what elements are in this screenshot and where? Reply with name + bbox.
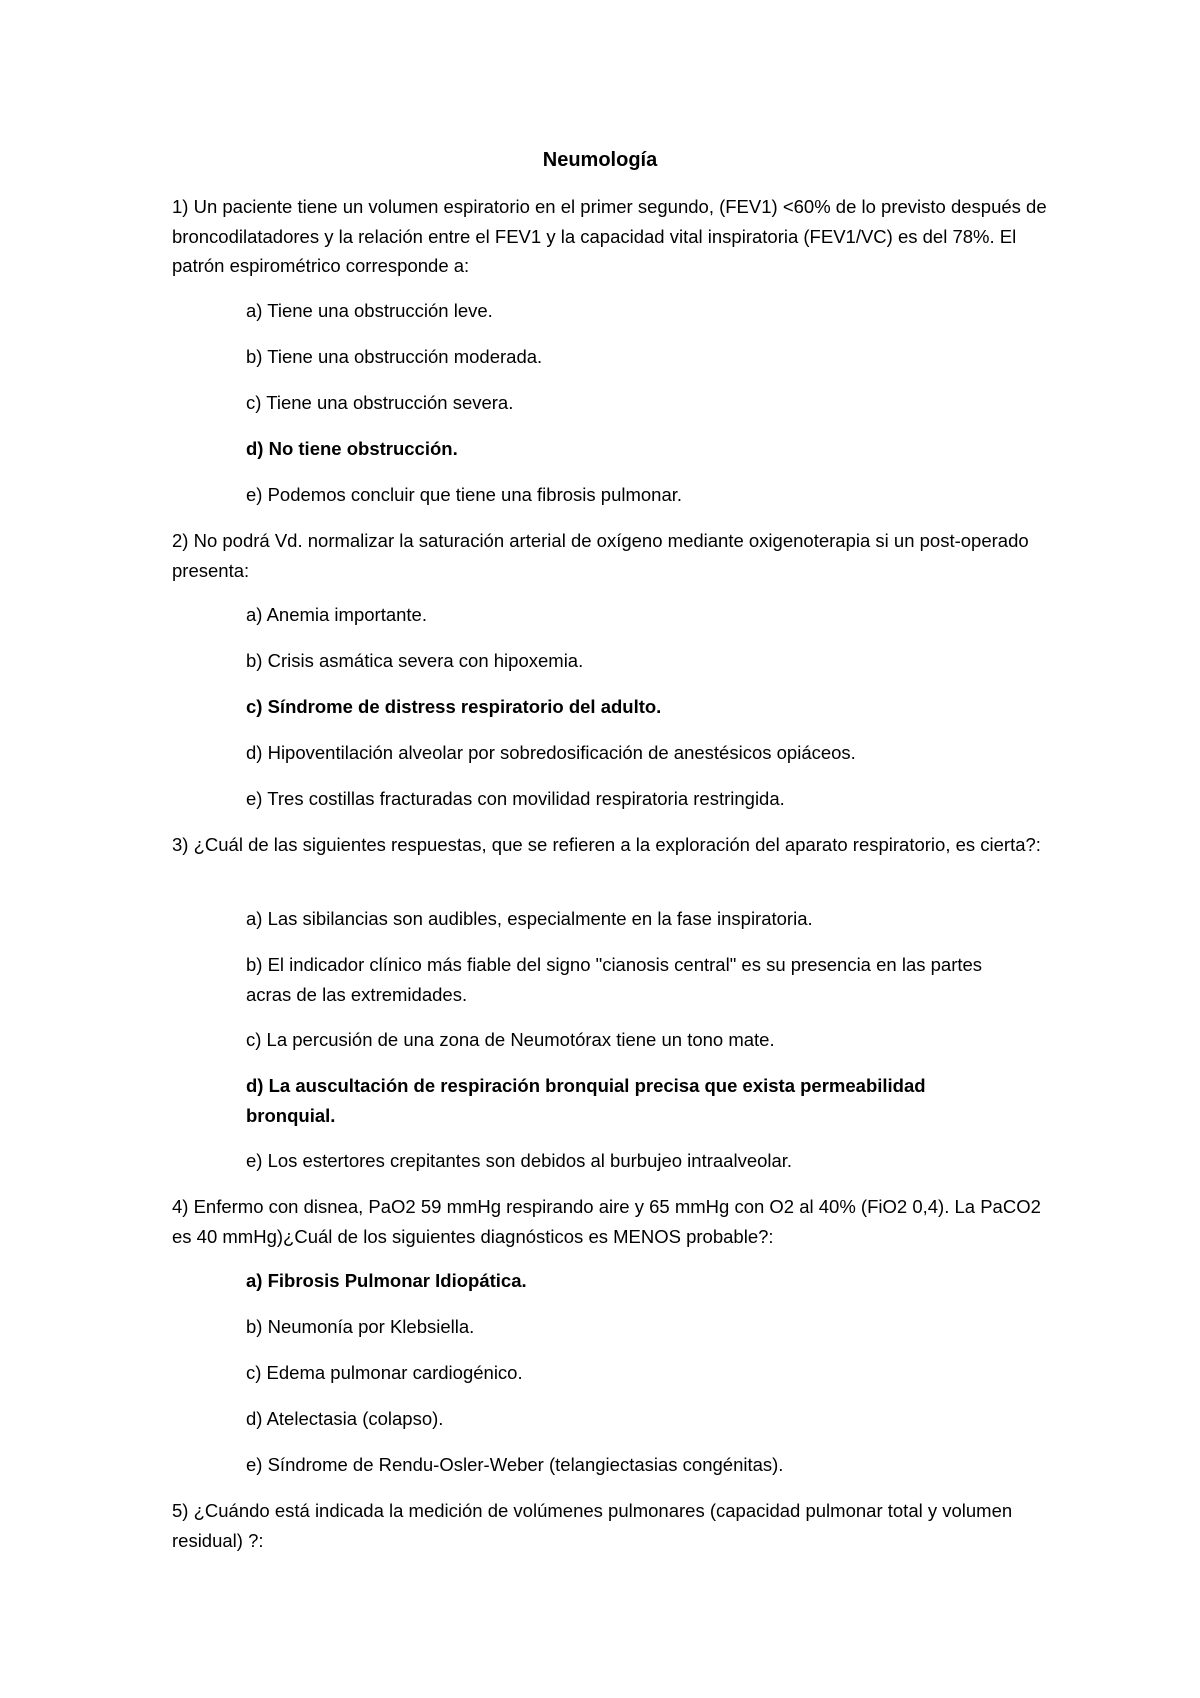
question-2-option-e: e) Tres costillas fracturadas con movilidad respiratoria restringida.: [246, 788, 785, 809]
question-1-text: 1) Un paciente tiene un volumen espiratorio en el primer segundo, (FEV1) <60% de lo previsto después de broncodilatadores y la relación entre el FEV1 y la capacidad vital inspiratoria (FEV1/VC) es del 78%. El patrón espirométrico corresponde a:: [172, 196, 1047, 276]
question-1-option-c: c) Tiene una obstrucción severa.: [246, 392, 514, 413]
question-2-text: 2) No podrá Vd. normalizar la saturación arterial de oxígeno mediante oxigenoterapia si un post-operado presenta:: [172, 530, 1029, 581]
question-3-option-b: b) El indicador clínico más fiable del signo "cianosis central" es su presencia en las partes acras de las extremidades.: [246, 954, 983, 1005]
question-1-option-e: e) Podemos concluir que tiene una fibrosis pulmonar.: [246, 484, 683, 505]
question-2-option-b: b) Crisis asmática severa con hipoxemia.: [246, 650, 584, 671]
question-1-option-a: a) Tiene una obstrucción leve.: [246, 300, 493, 321]
question-2-option-d: d) Hipoventilación alveolar por sobredosificación de anestésicos opiáceos.: [246, 742, 856, 763]
question-4-option-a-correct: a) Fibrosis Pulmonar Idiopática.: [246, 1270, 527, 1291]
question-3-option-a: a) Las sibilancias son audibles, especialmente en la fase inspiratoria.: [246, 908, 813, 929]
question-5-text: 5) ¿Cuándo está indicada la medición de volúmenes pulmonares (capacidad pulmonar total y volumen residual) ?:: [172, 1500, 1013, 1551]
question-4-option-d: d) Atelectasia (colapso).: [246, 1408, 444, 1429]
question-3-option-d-correct: d) La auscultación de respiración bronquial precisa que exista permeabilidad bronquial.: [246, 1075, 926, 1126]
question-1-option-d-correct: d) No tiene obstrucción.: [246, 438, 458, 459]
question-4-option-b: b) Neumonía por Klebsiella.: [246, 1316, 475, 1337]
question-3-text: 3) ¿Cuál de las siguientes respuestas, que se refieren a la exploración del aparato respiratorio, es cierta?:: [172, 834, 1041, 855]
question-3-option-e: e) Los estertores crepitantes son debidos al burbujeo intraalveolar.: [246, 1150, 793, 1171]
question-2-option-c-correct: c) Síndrome de distress respiratorio del adulto.: [246, 696, 662, 717]
page-title: Neumología: [542, 149, 658, 171]
question-4-option-e: e) Síndrome de Rendu-Osler-Weber (telangiectasias congénitas).: [246, 1454, 784, 1475]
question-2-option-a: a) Anemia importante.: [246, 604, 427, 625]
question-4-text: 4) Enfermo con disnea, PaO2 59 mmHg respirando aire y 65 mmHg con O2 al 40% (FiO2 0,4). La PaCO2 es 40 mmHg)¿Cuál de los siguientes diagnósticos es MENOS probable?:: [172, 1196, 1041, 1247]
question-1-option-b: b) Tiene una obstrucción moderada.: [246, 346, 543, 367]
question-4-option-c: c) Edema pulmonar cardiogénico.: [246, 1362, 523, 1383]
question-3-option-c: c) La percusión de una zona de Neumotórax tiene un tono mate.: [246, 1029, 775, 1050]
